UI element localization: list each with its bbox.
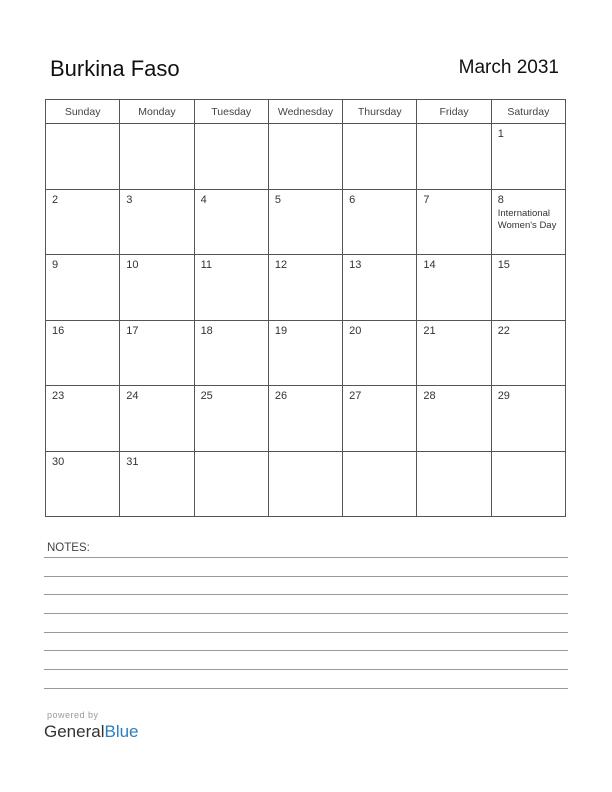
day-cell[interactable]: [343, 255, 417, 321]
day-cell: [417, 451, 491, 517]
day-cell[interactable]: [491, 124, 565, 190]
day-number: 17: [126, 324, 139, 337]
country-title: Burkina Faso: [50, 56, 180, 81]
day-cell[interactable]: [46, 320, 120, 386]
holiday-label: International Women's Day: [497, 207, 557, 231]
day-number: 5: [274, 193, 281, 206]
day-cell: [491, 451, 565, 517]
day-number: 26: [274, 390, 288, 402]
day-cell[interactable]: [120, 189, 194, 255]
day-number: 31: [126, 455, 139, 468]
brand-logo[interactable]: [44, 722, 139, 742]
notes-line: [44, 669, 568, 670]
notes-line: [44, 650, 568, 651]
day-cell[interactable]: [491, 386, 565, 452]
weekday-saturday: Saturday: [491, 100, 565, 124]
day-cell[interactable]: [120, 320, 194, 386]
day-cell[interactable]: [417, 386, 491, 452]
day-cell[interactable]: [343, 189, 417, 255]
weekday-tuesday: Tuesday: [194, 100, 268, 124]
day-cell[interactable]: [194, 189, 268, 255]
day-cell[interactable]: [417, 189, 491, 255]
day-cell: [194, 124, 268, 190]
day-number: 4: [200, 193, 207, 206]
day-number: 29: [497, 390, 510, 402]
day-number: 24: [126, 390, 139, 402]
day-number: 18: [200, 324, 213, 337]
day-number: 12: [274, 259, 288, 271]
notes-line: [44, 576, 568, 577]
weekday-monday: Monday: [120, 100, 194, 124]
day-cell: [343, 451, 417, 517]
day-cell: [46, 124, 120, 190]
day-cell[interactable]: [343, 386, 417, 452]
day-number: 13: [349, 259, 362, 271]
week-row: [46, 255, 566, 321]
day-cell[interactable]: [194, 255, 268, 321]
day-number: 25: [200, 390, 213, 402]
weekday-friday: Friday: [417, 100, 491, 124]
notes-line: [44, 632, 568, 633]
day-number: 21: [423, 324, 436, 337]
day-cell[interactable]: [194, 320, 268, 386]
day-cell[interactable]: [343, 320, 417, 386]
day-number: 14: [423, 259, 436, 271]
day-number: 10: [126, 259, 139, 271]
day-cell[interactable]: [120, 255, 194, 321]
day-number: 22: [497, 324, 510, 337]
day-cell: [120, 124, 194, 190]
day-number: 15: [497, 259, 510, 271]
notes-line: [44, 594, 568, 595]
powered-by-text: powered by: [47, 710, 99, 720]
day-cell[interactable]: [268, 255, 342, 321]
day-number: 28: [423, 390, 436, 402]
day-number: 8: [497, 193, 504, 206]
day-cell[interactable]: [268, 386, 342, 452]
weekday-sunday: Sunday: [46, 100, 120, 124]
day-cell[interactable]: [417, 255, 491, 321]
day-cell[interactable]: [46, 386, 120, 452]
notes-line: [44, 688, 568, 689]
weekday-header-row: [46, 100, 566, 124]
day-number: 23: [52, 390, 65, 402]
day-cell[interactable]: [417, 320, 491, 386]
notes-line: [44, 557, 568, 558]
day-cell[interactable]: [268, 189, 342, 255]
day-cell[interactable]: [491, 320, 565, 386]
day-number: 19: [274, 324, 288, 337]
day-number: 6: [349, 193, 356, 206]
day-cell[interactable]: [46, 255, 120, 321]
day-cell: [268, 124, 342, 190]
day-number: 11: [200, 259, 212, 271]
month-year-title: March 2031: [458, 57, 559, 78]
weekday-thursday: Thursday: [343, 100, 417, 124]
day-cell: [343, 124, 417, 190]
day-cell[interactable]: [46, 189, 120, 255]
day-number: 9: [52, 259, 59, 271]
day-number: 3: [126, 193, 133, 206]
day-cell[interactable]: [491, 189, 565, 255]
week-row: [46, 124, 566, 190]
day-cell[interactable]: [268, 320, 342, 386]
day-cell: [417, 124, 491, 190]
notes-line: [44, 613, 568, 614]
week-row: [46, 386, 566, 452]
day-cell[interactable]: [120, 451, 194, 517]
day-cell[interactable]: [120, 386, 194, 452]
brand-general: General: [44, 722, 105, 741]
day-number: 27: [349, 390, 362, 402]
calendar-grid: [45, 99, 566, 517]
day-number: 30: [52, 455, 65, 468]
day-cell[interactable]: [46, 451, 120, 517]
week-row: [46, 320, 566, 386]
day-number: 7: [423, 193, 430, 206]
day-cell[interactable]: [194, 386, 268, 452]
weekday-wednesday: Wednesday: [268, 100, 342, 124]
day-cell[interactable]: [491, 255, 565, 321]
day-cell: [268, 451, 342, 517]
day-cell: [194, 451, 268, 517]
notes-label: NOTES:: [47, 542, 90, 554]
day-number: 16: [52, 324, 65, 337]
day-number: 1: [497, 128, 504, 140]
brand-blue: Blue: [104, 722, 139, 741]
day-number: 20: [349, 324, 362, 337]
week-row: [46, 189, 566, 255]
day-number: 2: [52, 193, 59, 206]
week-row: [46, 451, 566, 517]
